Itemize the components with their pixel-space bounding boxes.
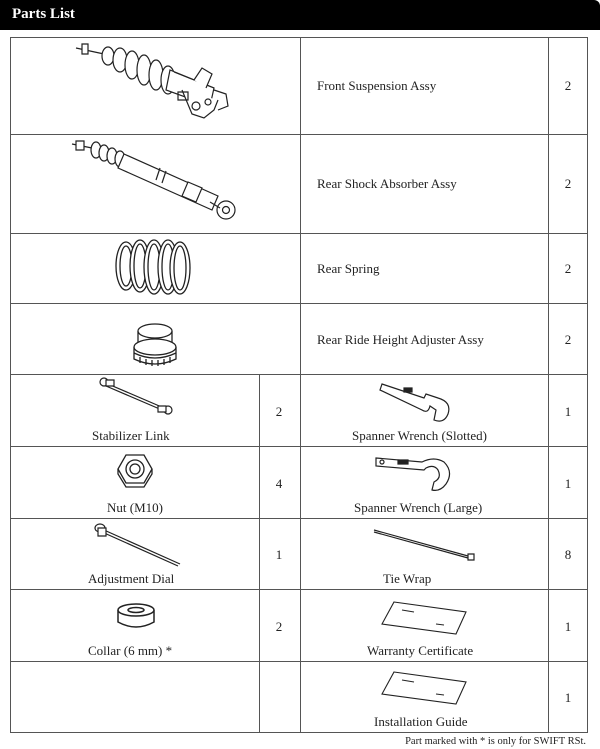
part-quantity: 2 [275,404,283,419]
collar-icon [116,602,156,630]
rear-spring-icon [112,236,194,298]
part-quantity: 2 [564,332,572,347]
tie-wrap-icon [372,528,478,562]
section-title: Parts List [12,6,75,22]
part-quantity: 1 [564,404,572,419]
part-name: Tie Wrap [383,571,432,586]
part-quantity: 1 [564,476,572,491]
part-quantity: 4 [275,476,283,491]
part-name: Installation Guide [374,714,468,729]
ride-height-adjuster-icon [128,317,182,371]
part-name: Spanner Wrench (Slotted) [352,428,487,443]
nut-icon [116,452,154,488]
part-name: Stabilizer Link [92,428,170,443]
part-quantity: 2 [564,78,572,93]
part-quantity: 2 [564,261,572,276]
part-quantity: 1 [564,619,572,634]
part-name: Collar (6 mm) * [88,643,173,658]
rear-shock-absorber-icon [70,138,240,230]
installation-guide-icon [380,670,470,706]
part-quantity: 1 [564,690,572,705]
part-name: Rear Shock Absorber Assy [317,176,457,191]
section-header [0,0,600,30]
part-name: Front Suspension Assy [317,78,437,93]
front-suspension-icon [74,40,240,130]
warranty-certificate-icon [380,600,470,636]
adjustment-dial-icon [92,522,182,568]
footnote: Part marked with * is only for SWIFT RSt. [405,736,586,747]
part-name: Nut (M10) [107,500,163,515]
large-spanner-wrench-icon [372,452,456,496]
part-name: Rear Spring [317,261,380,276]
part-quantity: 1 [275,547,283,562]
part-quantity: 2 [275,619,283,634]
stabilizer-link-icon [96,376,178,416]
part-name: Adjustment Dial [88,571,175,586]
part-name: Rear Ride Height Adjuster Assy [317,332,484,347]
slotted-spanner-wrench-icon [378,380,458,424]
part-quantity: 2 [564,176,572,191]
part-quantity: 8 [564,547,572,562]
part-name: Warranty Certificate [367,643,474,658]
part-name: Spanner Wrench (Large) [354,500,483,515]
